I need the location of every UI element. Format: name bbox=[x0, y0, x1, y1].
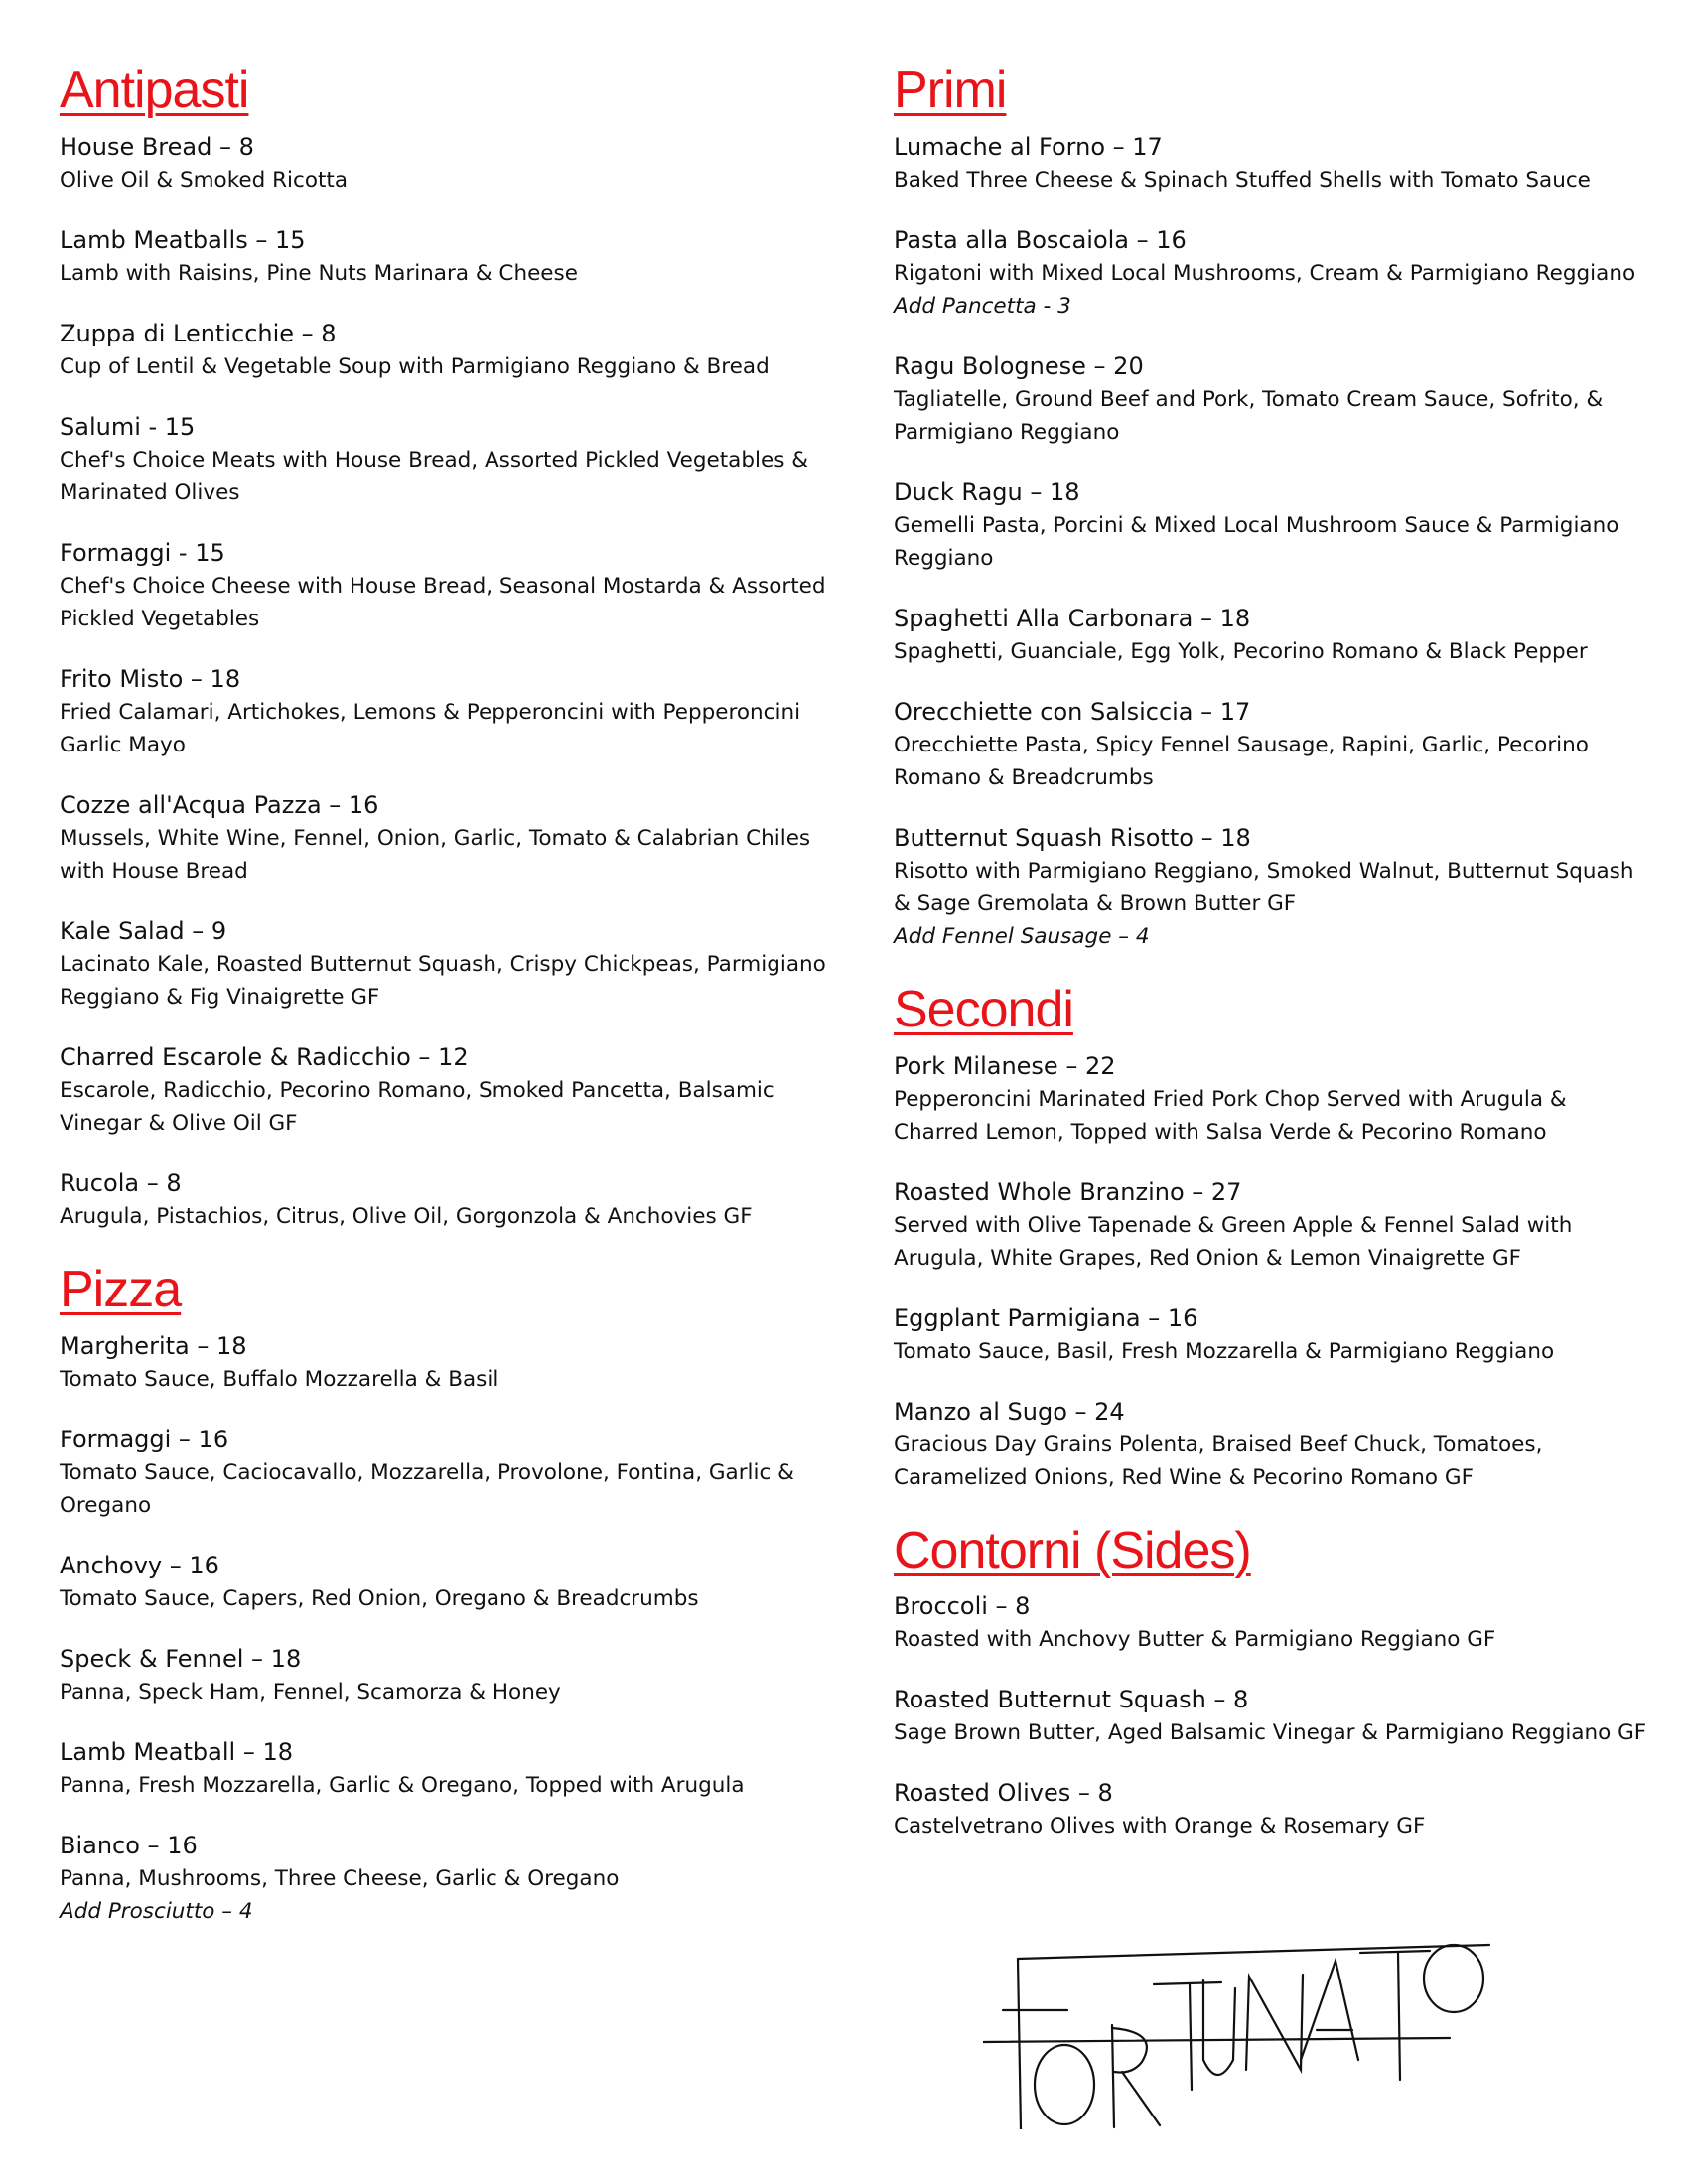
section-title: Primi bbox=[894, 62, 1007, 119]
section-title: Pizza bbox=[60, 1260, 182, 1318]
menu-item-name: Roasted Whole Branzino – 27 bbox=[894, 1177, 1242, 1206]
menu-item-name: Orecchiette con Salsiccia – 17 bbox=[894, 697, 1251, 726]
menu-item-description bbox=[60, 1582, 844, 1615]
menu-item bbox=[894, 224, 1648, 323]
menu-item-description bbox=[60, 1456, 844, 1522]
menu-item-description-text: Olive Oil & Smoked Ricotta bbox=[60, 167, 349, 193]
menu-item-description bbox=[894, 1716, 1648, 1749]
menu-item bbox=[60, 1167, 844, 1233]
menu-left-column bbox=[60, 62, 844, 1956]
menu-item-name: Anchovy – 16 bbox=[60, 1551, 219, 1579]
section-pizza bbox=[60, 1261, 844, 1928]
menu-item-description bbox=[894, 1810, 1648, 1843]
section-primi bbox=[894, 62, 1648, 953]
menu-item-description-text: Castelvetrano Olives with Orange & Rosemary GF bbox=[894, 1814, 1426, 1840]
menu-item-description bbox=[894, 383, 1648, 449]
menu-item-name: Rucola – 8 bbox=[60, 1168, 182, 1197]
menu-item-name: Salumi - 15 bbox=[60, 412, 196, 441]
menu-item-description bbox=[894, 509, 1648, 575]
menu-item-name: Formaggi - 15 bbox=[60, 538, 225, 567]
menu-item bbox=[894, 350, 1648, 449]
menu-item-description-text: Gracious Day Grains Polenta, Braised Beef Chuck, Tomatoes, Caramelized Onions, Red Wine & Pecorino Romano GF bbox=[894, 1432, 1543, 1490]
menu-item bbox=[60, 1550, 844, 1615]
menu-item-description bbox=[60, 570, 844, 635]
menu-item bbox=[60, 1330, 844, 1396]
menu-item bbox=[60, 224, 844, 290]
menu-item-name: Charred Escarole & Radicchio – 12 bbox=[60, 1042, 469, 1071]
menu-item-name: House Bread – 8 bbox=[60, 132, 254, 161]
menu-item-description bbox=[60, 1676, 844, 1708]
menu-item bbox=[894, 822, 1648, 953]
menu-item bbox=[894, 1396, 1648, 1494]
menu-item-name: Spaghetti Alla Carbonara – 18 bbox=[894, 604, 1251, 632]
menu-item bbox=[894, 603, 1648, 668]
menu-item bbox=[894, 1302, 1648, 1368]
section-title: Secondi bbox=[894, 980, 1073, 1038]
section-title: Contorni (Sides) bbox=[894, 1521, 1251, 1579]
menu-item bbox=[894, 477, 1648, 575]
menu-item bbox=[60, 915, 844, 1014]
menu-item-description bbox=[60, 1363, 844, 1396]
menu-item-description bbox=[894, 257, 1648, 323]
menu-item-description bbox=[60, 948, 844, 1014]
menu-item bbox=[60, 1736, 844, 1802]
section-title: Antipasti bbox=[60, 62, 249, 119]
menu-item-description-text: Orecchiette Pasta, Spicy Fennel Sausage, Rapini, Garlic, Pecorino Romano & Breadcrumbs bbox=[894, 732, 1589, 790]
section-contorni-sides bbox=[894, 1522, 1648, 1843]
menu-item-description-text: Gemelli Pasta, Porcini & Mixed Local Mushroom Sauce & Parmigiano Reggiano bbox=[894, 512, 1619, 571]
menu-item bbox=[60, 1424, 844, 1522]
menu-item bbox=[60, 318, 844, 383]
menu-item-description bbox=[60, 1862, 844, 1895]
menu-item-name: Manzo al Sugo – 24 bbox=[894, 1397, 1125, 1426]
menu-item-name: Pork Milanese – 22 bbox=[894, 1051, 1116, 1080]
menu-item-description bbox=[60, 696, 844, 761]
menu-item bbox=[60, 537, 844, 635]
menu-item bbox=[60, 1830, 844, 1928]
menu-item-description-text: Fried Calamari, Artichokes, Lemons & Pepperoncini with Pepperoncini Garlic Mayo bbox=[60, 699, 801, 757]
menu-item-name: Lumache al Forno – 17 bbox=[894, 132, 1163, 161]
menu-item-description-text: Lamb with Raisins, Pine Nuts Marinara & Cheese bbox=[60, 260, 578, 286]
menu-item-description-text: Escarole, Radicchio, Pecorino Romano, Smoked Pancetta, Balsamic Vinegar & Olive Oil GF bbox=[60, 1077, 774, 1136]
menu-item-description-text: Spaghetti, Guanciale, Egg Yolk, Pecorino Romano & Black Pepper bbox=[894, 638, 1588, 664]
menu-item-description bbox=[894, 1083, 1648, 1149]
menu-item-name: Lamb Meatball – 18 bbox=[60, 1737, 293, 1766]
menu-item-description bbox=[894, 1335, 1648, 1368]
menu-item-description bbox=[894, 1429, 1648, 1494]
menu-item bbox=[60, 131, 844, 197]
menu-item bbox=[894, 696, 1648, 794]
menu-item-description-text: Sage Brown Butter, Aged Balsamic Vinegar & Parmigiano Reggiano GF bbox=[894, 1720, 1647, 1746]
menu-item-name: Butternut Squash Risotto – 18 bbox=[894, 823, 1251, 852]
menu-item-description-text: Panna, Speck Ham, Fennel, Scamorza & Honey bbox=[60, 1679, 561, 1705]
menu-item-name: Roasted Butternut Squash – 8 bbox=[894, 1686, 1249, 1714]
menu-item-name: Bianco – 16 bbox=[60, 1831, 198, 1859]
menu-item bbox=[60, 1041, 844, 1140]
menu-item-name: Zuppa di Lenticchie – 8 bbox=[60, 319, 337, 347]
menu-item-description-text: Arugula, Pistachios, Citrus, Olive Oil, Gorgonzola & Anchovies GF bbox=[60, 1203, 753, 1229]
menu-item-name: Lamb Meatballs – 15 bbox=[60, 225, 306, 254]
menu-item-description-text: Panna, Mushrooms, Three Cheese, Garlic & Oregano bbox=[60, 1865, 620, 1891]
menu-item-name: Frito Misto – 18 bbox=[60, 664, 241, 693]
menu-item-name: Eggplant Parmigiana – 16 bbox=[894, 1303, 1198, 1332]
menu-item-description bbox=[60, 1074, 844, 1140]
menu-item-name: Margherita – 18 bbox=[60, 1331, 247, 1360]
menu-item-description bbox=[894, 1623, 1648, 1656]
menu-item-description bbox=[894, 635, 1648, 668]
menu-item-name: Pasta alla Boscaiola – 16 bbox=[894, 225, 1187, 254]
menu-item-description bbox=[60, 444, 844, 509]
fortunato-logo bbox=[983, 1941, 1499, 2129]
menu-item-description-text: Chef's Choice Meats with House Bread, Assorted Pickled Vegetables & Marinated Olives bbox=[60, 447, 809, 505]
menu-item-name: Roasted Olives – 8 bbox=[894, 1779, 1113, 1808]
menu-item-description-text: Roasted with Anchovy Butter & Parmigiano Reggiano GF bbox=[894, 1627, 1496, 1653]
menu-item-description-text: Baked Three Cheese & Spinach Stuffed Shells with Tomato Sauce bbox=[894, 167, 1591, 193]
menu-item-description-text: Tomato Sauce, Capers, Red Onion, Oregano & Breadcrumbs bbox=[60, 1585, 699, 1611]
menu-item-addon: Add Pancetta - 3 bbox=[894, 293, 1071, 319]
menu-item-description-text: Lacinato Kale, Roasted Butternut Squash, Crispy Chickpeas, Parmigiano Reggiano & Fig Vinaigrette GF bbox=[60, 951, 826, 1010]
menu-item-name: Speck & Fennel – 18 bbox=[60, 1644, 302, 1673]
menu-item-addon: Add Fennel Sausage – 4 bbox=[894, 923, 1150, 949]
menu-item-description-text: Cup of Lentil & Vegetable Soup with Parmigiano Reggiano & Bread bbox=[60, 353, 770, 379]
menu-item-description bbox=[60, 1200, 844, 1233]
menu-item-description bbox=[894, 855, 1648, 920]
section-antipasti bbox=[60, 62, 844, 1233]
menu-item-description-text: Served with Olive Tapenade & Green Apple & Fennel Salad with Arugula, White Grapes, Red Onion & Lemon Vinaigrette GF bbox=[894, 1212, 1573, 1271]
menu-item-name: Formaggi – 16 bbox=[60, 1425, 229, 1453]
menu-item-description bbox=[60, 164, 844, 197]
menu-right-column bbox=[894, 62, 1648, 1870]
menu-item bbox=[60, 1643, 844, 1708]
menu-item-name: Kale Salad – 9 bbox=[60, 916, 227, 945]
section-secondi bbox=[894, 981, 1648, 1494]
menu-item-description bbox=[60, 1769, 844, 1802]
menu-item-description-text: Tomato Sauce, Caciocavallo, Mozzarella, Provolone, Fontina, Garlic & Oregano bbox=[60, 1459, 794, 1518]
menu-item bbox=[894, 1684, 1648, 1749]
menu-item-name: Duck Ragu – 18 bbox=[894, 478, 1080, 506]
menu-item bbox=[60, 789, 844, 887]
menu-item-description-text: Panna, Fresh Mozzarella, Garlic & Oregano, Topped with Arugula bbox=[60, 1772, 745, 1798]
menu-item-description bbox=[60, 350, 844, 383]
menu-item-description bbox=[894, 1209, 1648, 1275]
menu-item bbox=[60, 663, 844, 761]
menu-item-description-text: Tagliatelle, Ground Beef and Pork, Tomato Cream Sauce, Sofrito, & Parmigiano Reggiano bbox=[894, 386, 1604, 445]
menu-item bbox=[894, 1050, 1648, 1149]
menu-item-description-text: Pepperoncini Marinated Fried Pork Chop Served with Arugula & Charred Lemon, Topped with Salsa Verde & Pecorino Romano bbox=[894, 1086, 1567, 1145]
menu-item bbox=[60, 411, 844, 509]
menu-item-description-text: Tomato Sauce, Buffalo Mozzarella & Basil bbox=[60, 1366, 499, 1392]
menu-item bbox=[894, 1176, 1648, 1275]
menu-item bbox=[894, 1777, 1648, 1843]
menu-item-description-text: Risotto with Parmigiano Reggiano, Smoked Walnut, Butternut Squash & Sage Gremolata & Brown Butter GF bbox=[894, 858, 1634, 916]
menu-item-description bbox=[894, 729, 1648, 794]
menu-item-description bbox=[60, 822, 844, 887]
menu-item bbox=[894, 1590, 1648, 1656]
menu-item-description bbox=[60, 257, 844, 290]
menu-item-description-text: Tomato Sauce, Basil, Fresh Mozzarella & Parmigiano Reggiano bbox=[894, 1338, 1555, 1364]
menu-item-addon: Add Prosciutto – 4 bbox=[60, 1898, 253, 1924]
menu-item-description-text: Mussels, White Wine, Fennel, Onion, Garlic, Tomato & Calabrian Chiles with House Bread bbox=[60, 825, 811, 884]
menu-item bbox=[894, 131, 1648, 197]
menu-item-description-text: Chef's Choice Cheese with House Bread, Seasonal Mostarda & Assorted Pickled Vegetables bbox=[60, 573, 826, 631]
menu-item-description-text: Rigatoni with Mixed Local Mushrooms, Cream & Parmigiano Reggiano bbox=[894, 260, 1636, 286]
menu-item-name: Ragu Bolognese – 20 bbox=[894, 351, 1144, 380]
menu-item-name: Broccoli – 8 bbox=[894, 1592, 1031, 1621]
menu-item-description bbox=[894, 164, 1648, 197]
menu-item-name: Cozze all'Acqua Pazza – 16 bbox=[60, 790, 379, 819]
